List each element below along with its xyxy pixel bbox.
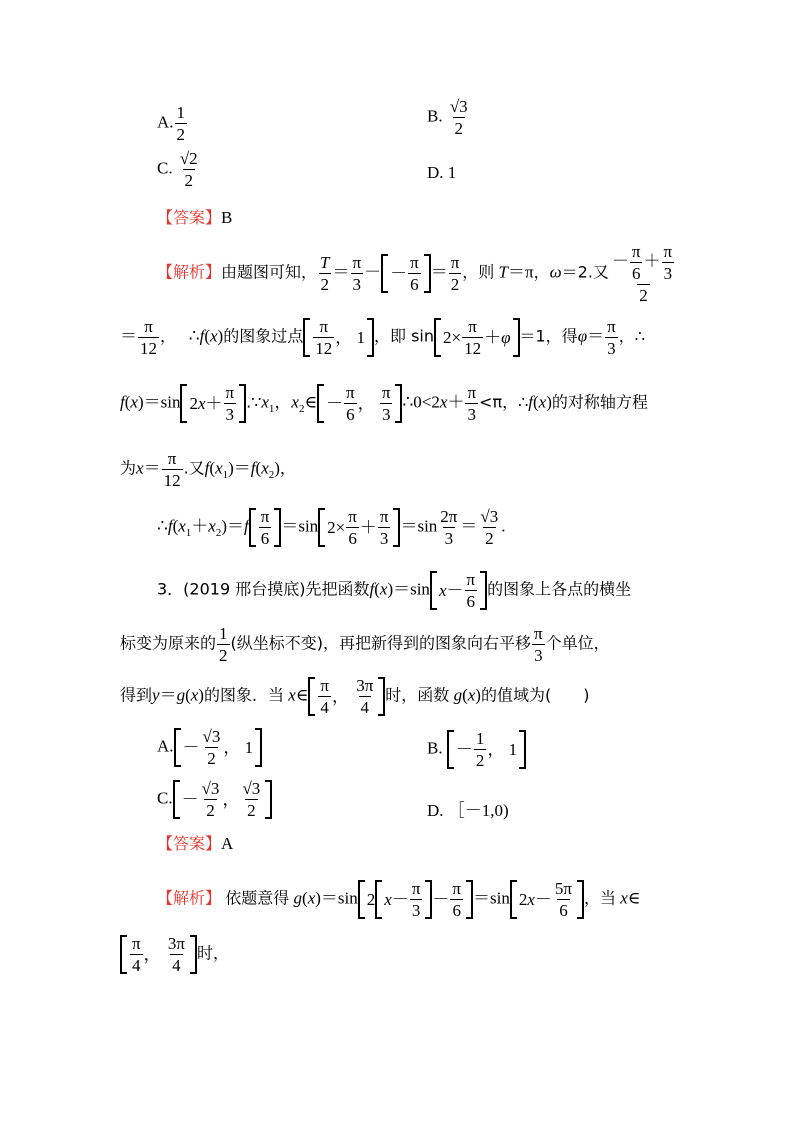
solution-line-1: 【解析】由题图可知， $\frac{T}{2}$ ＝ $\frac{\pi}{3}$ － － $\frac{\pi}{6}$ ＝ $\frac{\pi}{2}$ ，则 T＝π，ω＝2.又 － $\frac{\pi}{6}$ ＋ $\frac{\pi}{3}$ 2 bbox=[157, 243, 678, 304]
option-b: B. $\frac{√3}{2}$ bbox=[427, 97, 468, 138]
q3-option-b: B. － $\frac{1}{2}$ ， 1 bbox=[427, 730, 526, 769]
solution-line-4: 为x＝ $\frac{\pi}{12}$ .又$f(x_1)=f(x_2)$， bbox=[120, 449, 296, 490]
solution-line-3: f(x)＝sin 2 x ＋ $\frac{\pi}{3}$ $.\because x_1$，$x_2\in$ － $\frac{\pi}{6}$ ， $\frac{\pi}{3}$ ∴0<2x＋ $\frac{\pi}{3}$ <π，∴f(x)的对称轴方程 bbox=[120, 383, 648, 424]
option-b-fraction: $\frac{√3}{2}$ bbox=[449, 97, 468, 138]
option-a: A. $\frac{1}{2}$ bbox=[157, 103, 186, 144]
option-a-fraction: $\frac{1}{2}$ bbox=[176, 103, 186, 144]
solution-line-2: ＝ $\frac{\pi}{12}$ ， ∴f(x)的图象过点 $\frac{\pi}{12}$ ， 1 ，即 sin 2× $\frac{\pi}{12}$ ＋ φ ＝1，得φ＝ $\frac{\pi}{3}$ ，∴ bbox=[120, 317, 645, 358]
q3-option-c: C. － $\frac{√3}{2}$ ， $\frac{√3}{2}$ bbox=[157, 780, 272, 819]
q3-solution-line-2: $\frac{\pi}{4}$ ， $\frac{3\pi}{4}$ 时， bbox=[120, 935, 229, 974]
q3-option-a: A. － $\frac{√3}{2}$ ， 1 bbox=[157, 728, 262, 767]
q3-line-2: 标变为原来的 $\frac{1}{2}$ (纵坐标不变)，再把新得到的图象向右平移 $\frac{\pi}{3}$ 个单位， bbox=[120, 624, 610, 665]
answer-q3: 【答案】A bbox=[157, 834, 234, 853]
q3-option-d: D. ［－1,0) bbox=[427, 801, 509, 820]
option-c-fraction: $\frac{√2}{2}$ bbox=[179, 149, 198, 190]
phase-fraction: － $\frac{\pi}{6}$ ＋ $\frac{\pi}{3}$ 2 bbox=[611, 242, 673, 305]
q3-solution-line-1: 【解析】 依题意得 g(x)＝sin 2 x － $\frac{\pi}{3}$ － $\frac{\pi}{6}$ ＝sin 2 x － $\frac{5\pi}{6}$ ，当 x∈ bbox=[157, 879, 641, 920]
option-c: C. $\frac{√2}{2}$ bbox=[157, 149, 198, 190]
q3-line-1: 3．(2019 邢台摸底)先把函数f(x)＝sin x － $\frac{\pi}{6}$ 的图象上各点的横坐 bbox=[157, 570, 632, 611]
q3-line-3: 得到y＝g(x)的图象．当 x∈ $\frac{\pi}{4}$ ， $\frac{3\pi}{4}$ 时，函数 g(x)的值域为( ) bbox=[120, 676, 590, 717]
option-d: D. 1 bbox=[427, 163, 457, 182]
solution-line-5: $\therefore f(x_1+x_2)=f$ $\frac{\pi}{6}$ ＝sin 2× $\frac{\pi}{6}$ ＋ $\frac{\pi}{3}$ ＝sin $\frac{2\pi}{3}$ ＝ $\frac{√3}{2}$ . bbox=[157, 507, 506, 548]
answer-q2: 【答案】B bbox=[157, 208, 233, 227]
